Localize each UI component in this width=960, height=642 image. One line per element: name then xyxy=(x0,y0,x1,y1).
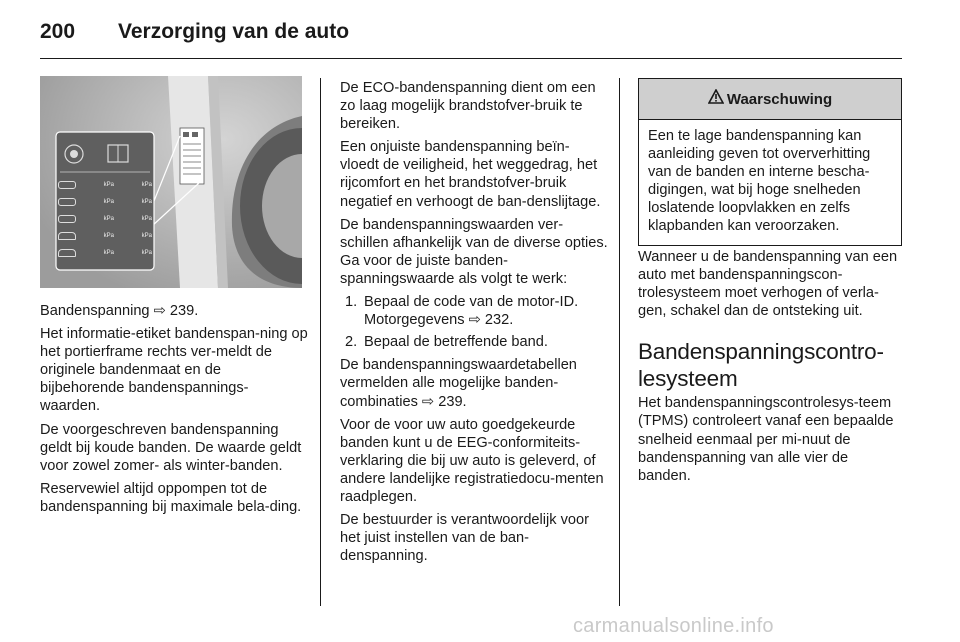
section-heading: Bandenspanningscontro-lesysteem xyxy=(638,339,884,392)
list-item xyxy=(340,293,608,329)
kpa-left: kPa xyxy=(103,249,114,256)
paragraph: Het informatie-etiket bandenspan-ning op het portierframe rechts ver-meldt de originele bandenmaat en de bijbehorende bandenspannings-waarden. xyxy=(40,326,308,415)
label-table xyxy=(58,176,152,261)
section-title: Verzorging van de auto xyxy=(118,20,350,43)
warning-title: Waarschuwing xyxy=(726,90,833,108)
step-number: 2. xyxy=(345,334,358,351)
tire-icon xyxy=(58,198,76,206)
paragraph: De bandenspanningswaarden ver-schillen afhankelijk van de diverse opties. Ga voor de juiste banden-spanningswaarde als volgt te werk: xyxy=(340,216,608,287)
xref-paragraph: Bandenspanning ⇨ 239. xyxy=(40,303,199,319)
kpa-left: kPa xyxy=(103,198,114,205)
kpa-left: kPa xyxy=(103,181,114,188)
column-1 xyxy=(40,302,308,521)
warning-triangle-icon xyxy=(708,89,724,109)
step-text: Bepaal de code van de motor-ID. Motorgegevens ⇨ 232. xyxy=(364,294,579,329)
kpa-right: kPa xyxy=(141,232,152,239)
page-header xyxy=(40,18,902,60)
tire-row xyxy=(58,193,152,210)
list-item xyxy=(340,333,608,351)
paragraph: De bestuurder is verantwoordelijk voor het juist instellen van de ban-denspanning. xyxy=(340,512,590,565)
tire-pressure-label-figure xyxy=(40,76,302,288)
paragraph: Reservewiel altijd oppompen tot de bandenspanning bij maximale bela-ding. xyxy=(40,480,302,515)
column-divider xyxy=(320,78,321,606)
warning-header xyxy=(639,79,901,120)
tire-icon xyxy=(58,215,76,223)
paragraph: Wanneer u de bandenspanning van een auto met bandenspanningscon-trolesysteem moet verhogen of verla-gen, schakel dan de ontsteking uit. xyxy=(638,249,898,320)
watermark: carmanualsonline.info xyxy=(573,615,774,637)
kpa-right: kPa xyxy=(141,215,152,222)
paragraph: Een onjuiste bandenspanning beïn-vloedt de veiligheid, het weggedrag, het rijcomfort en het brandstofver-bruik negatief en verhoogt de ban-denslijtage. xyxy=(340,139,601,210)
car-icon xyxy=(58,232,76,240)
warning-box xyxy=(638,78,902,246)
page-number: 200 xyxy=(40,20,76,43)
tire-row xyxy=(58,210,152,227)
tire-row xyxy=(58,244,152,261)
column-divider xyxy=(619,78,620,606)
paragraph: Voor de voor uw auto goedgekeurde banden kunt u de EEG-conformiteits-verklaring die bij uw auto is geleverd, of andere landelijke registratiedocu-menten raadplegen. xyxy=(340,416,604,505)
kpa-right: kPa xyxy=(141,181,152,188)
header-rule xyxy=(40,58,902,59)
tire-icon xyxy=(58,181,76,189)
kpa-left: kPa xyxy=(103,215,114,222)
warning-text: Een te lage bandenspanning kan aanleiding geven tot oververhitting van de banden en interne bescha-digingen, wat bij hoge snelheden loslatende loopvlakken en zelfs klapbanden kan veroorzaken. xyxy=(648,128,871,235)
tire-row xyxy=(58,227,152,244)
car-icon xyxy=(58,249,76,257)
tire-row xyxy=(58,176,152,193)
kpa-right: kPa xyxy=(141,198,152,205)
column-3 xyxy=(638,248,904,490)
steps-list xyxy=(340,293,608,351)
paragraph: De ECO-bandenspanning dient om een zo laag mogelijk brandstofver-bruik te bereiken. xyxy=(340,80,596,133)
step-number: 1. xyxy=(345,294,358,311)
kpa-left: kPa xyxy=(103,232,114,239)
paragraph: Het bandenspanningscontrolesys-teem (TPMS) controleert vanaf een bepaalde snelheid eenmaal per mi-nuut de bandenspanning van alle vier de banden. xyxy=(638,395,894,484)
paragraph: De bandenspanningswaardetabellen vermelden alle mogelijke banden-combinaties ⇨ 239. xyxy=(340,357,577,410)
step-text: Bepaal de betreffende band. xyxy=(364,334,548,351)
paragraph: De voorgeschreven bandenspanning geldt bij koude banden. De waarde geldt voor zowel zomer- als winter-banden. xyxy=(40,421,302,474)
kpa-right: kPa xyxy=(141,249,152,256)
column-2 xyxy=(340,79,608,570)
